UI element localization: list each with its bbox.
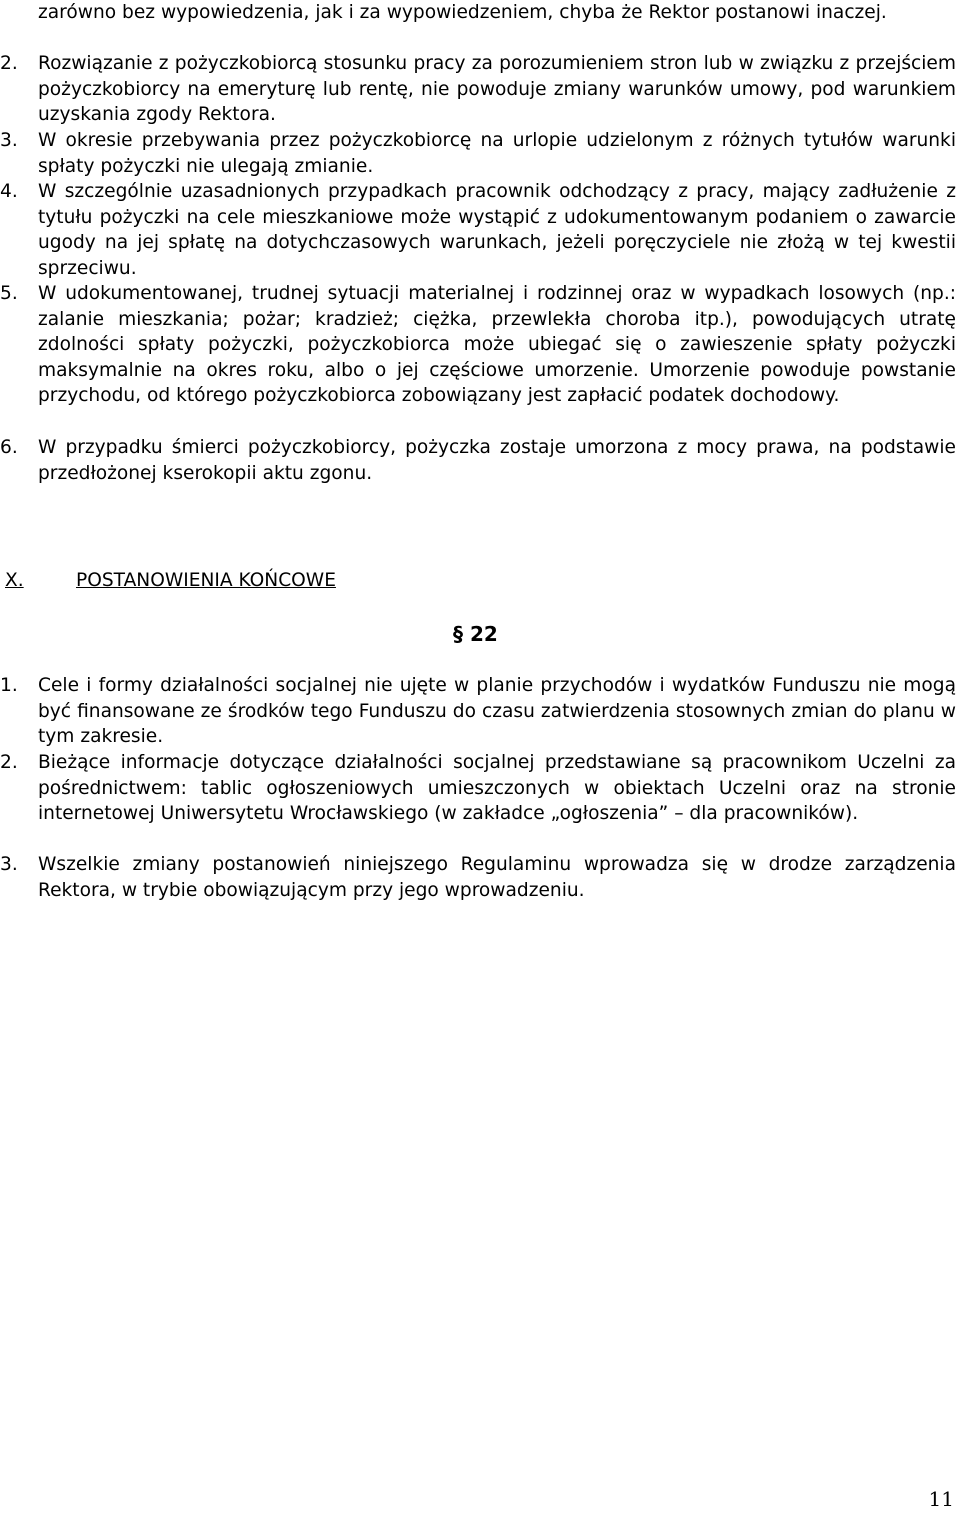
item-text: Bieżące informacje dotyczące działalności socjalnej przedstawiane są pracownikom Uczelni za pośrednictwem: tablic ogłoszeniowych umieszczonych w obiektach Uczelni oraz na stronie internetowej Uniwersytetu Wrocławskiego (w zakładce „ogłoszenia” – dla pracowników). [38,752,956,825]
section-number: X. [5,570,24,591]
list-item [0,673,956,750]
list-item [0,852,956,903]
item-number: 3. [0,854,18,875]
list-item [0,750,956,827]
list-item [0,281,956,409]
item-number: 4. [0,181,18,202]
item-text: W szczególnie uzasadnionych przypadkach pracownik odchodzący z pracy, mający zadłużenie z tytułu pożyczki na cele mieszkaniowe może wystąpić z udokumentowanym podaniem o zawarcie ugody na jej spłatę na dotychczasowych warunkach, jeżeli poręczyciele nie złożą w tej kwestii sprzeciwu. [38,181,956,279]
item-number: 2. [0,53,18,74]
list-item [0,179,956,281]
item-number: 6. [0,437,18,458]
list-item [0,435,956,486]
intro-paragraph: zarówno bez wypowiedzenia, jak i za wypowiedzeniem, chyba że Rektor postanowi inaczej. [38,2,887,23]
item-text: Wszelkie zmiany postanowień niniejszego Regulaminu wprowadza się w drodze zarządzenia Rektora, w trybie obowiązującym przy jego wprowadzeniu. [38,854,956,901]
item-number: 3. [0,130,18,151]
item-text: Rozwiązanie z pożyczkobiorcą stosunku pracy za porozumieniem stron lub w związku z przejściem pożyczkobiorcy na emeryturę lub rentę, nie powoduje zmiany warunków umowy, pod warunkiem uzyskania zgody Rektora. [38,53,956,126]
paragraph-mark: § 22 [453,622,498,646]
item-number: 5. [0,283,18,304]
page-number: 11 [928,1487,954,1511]
item-text: Cele i formy działalności socjalnej nie ujęte w planie przychodów i wydatków Funduszu nie mogą być finansowane ze środków tego Funduszu do czasu zatwierdzenia stosownych zmian do planu w tym zakresie. [38,675,956,748]
list-item [0,128,956,179]
item-number: 2. [0,752,18,773]
item-number: 1. [0,675,18,696]
section-title: POSTANOWIENIA KOŃCOWE [76,570,336,591]
item-text: W przypadku śmierci pożyczkobiorcy, pożyczka zostaje umorzona z mocy prawa, na podstawie przedłożonej kserokopii aktu zgonu. [38,437,956,484]
list-item [0,51,956,128]
item-text: W udokumentowanej, trudnej sytuacji materialnej i rodzinnej oraz w wypadkach losowych (np.: zalanie mieszkania; pożar; kradzież; ciężka, przewlekła choroba itp.), powodujących utratę zdolności spłaty pożyczki, pożyczkobiorca może ubiegać się o zawieszenie spłaty pożyczki maksymalnie na okres roku, albo o jej częściowe umorzenie. Umorzenie powoduje powstanie przychodu, od którego pożyczkobiorca zobowiązany jest zapłacić podatek dochodowy. [38,283,956,407]
item-text: W okresie przebywania przez pożyczkobiorcę na urlopie udzielonym z różnych tytułów warunki spłaty pożyczki nie ulegają zmianie. [38,130,956,177]
